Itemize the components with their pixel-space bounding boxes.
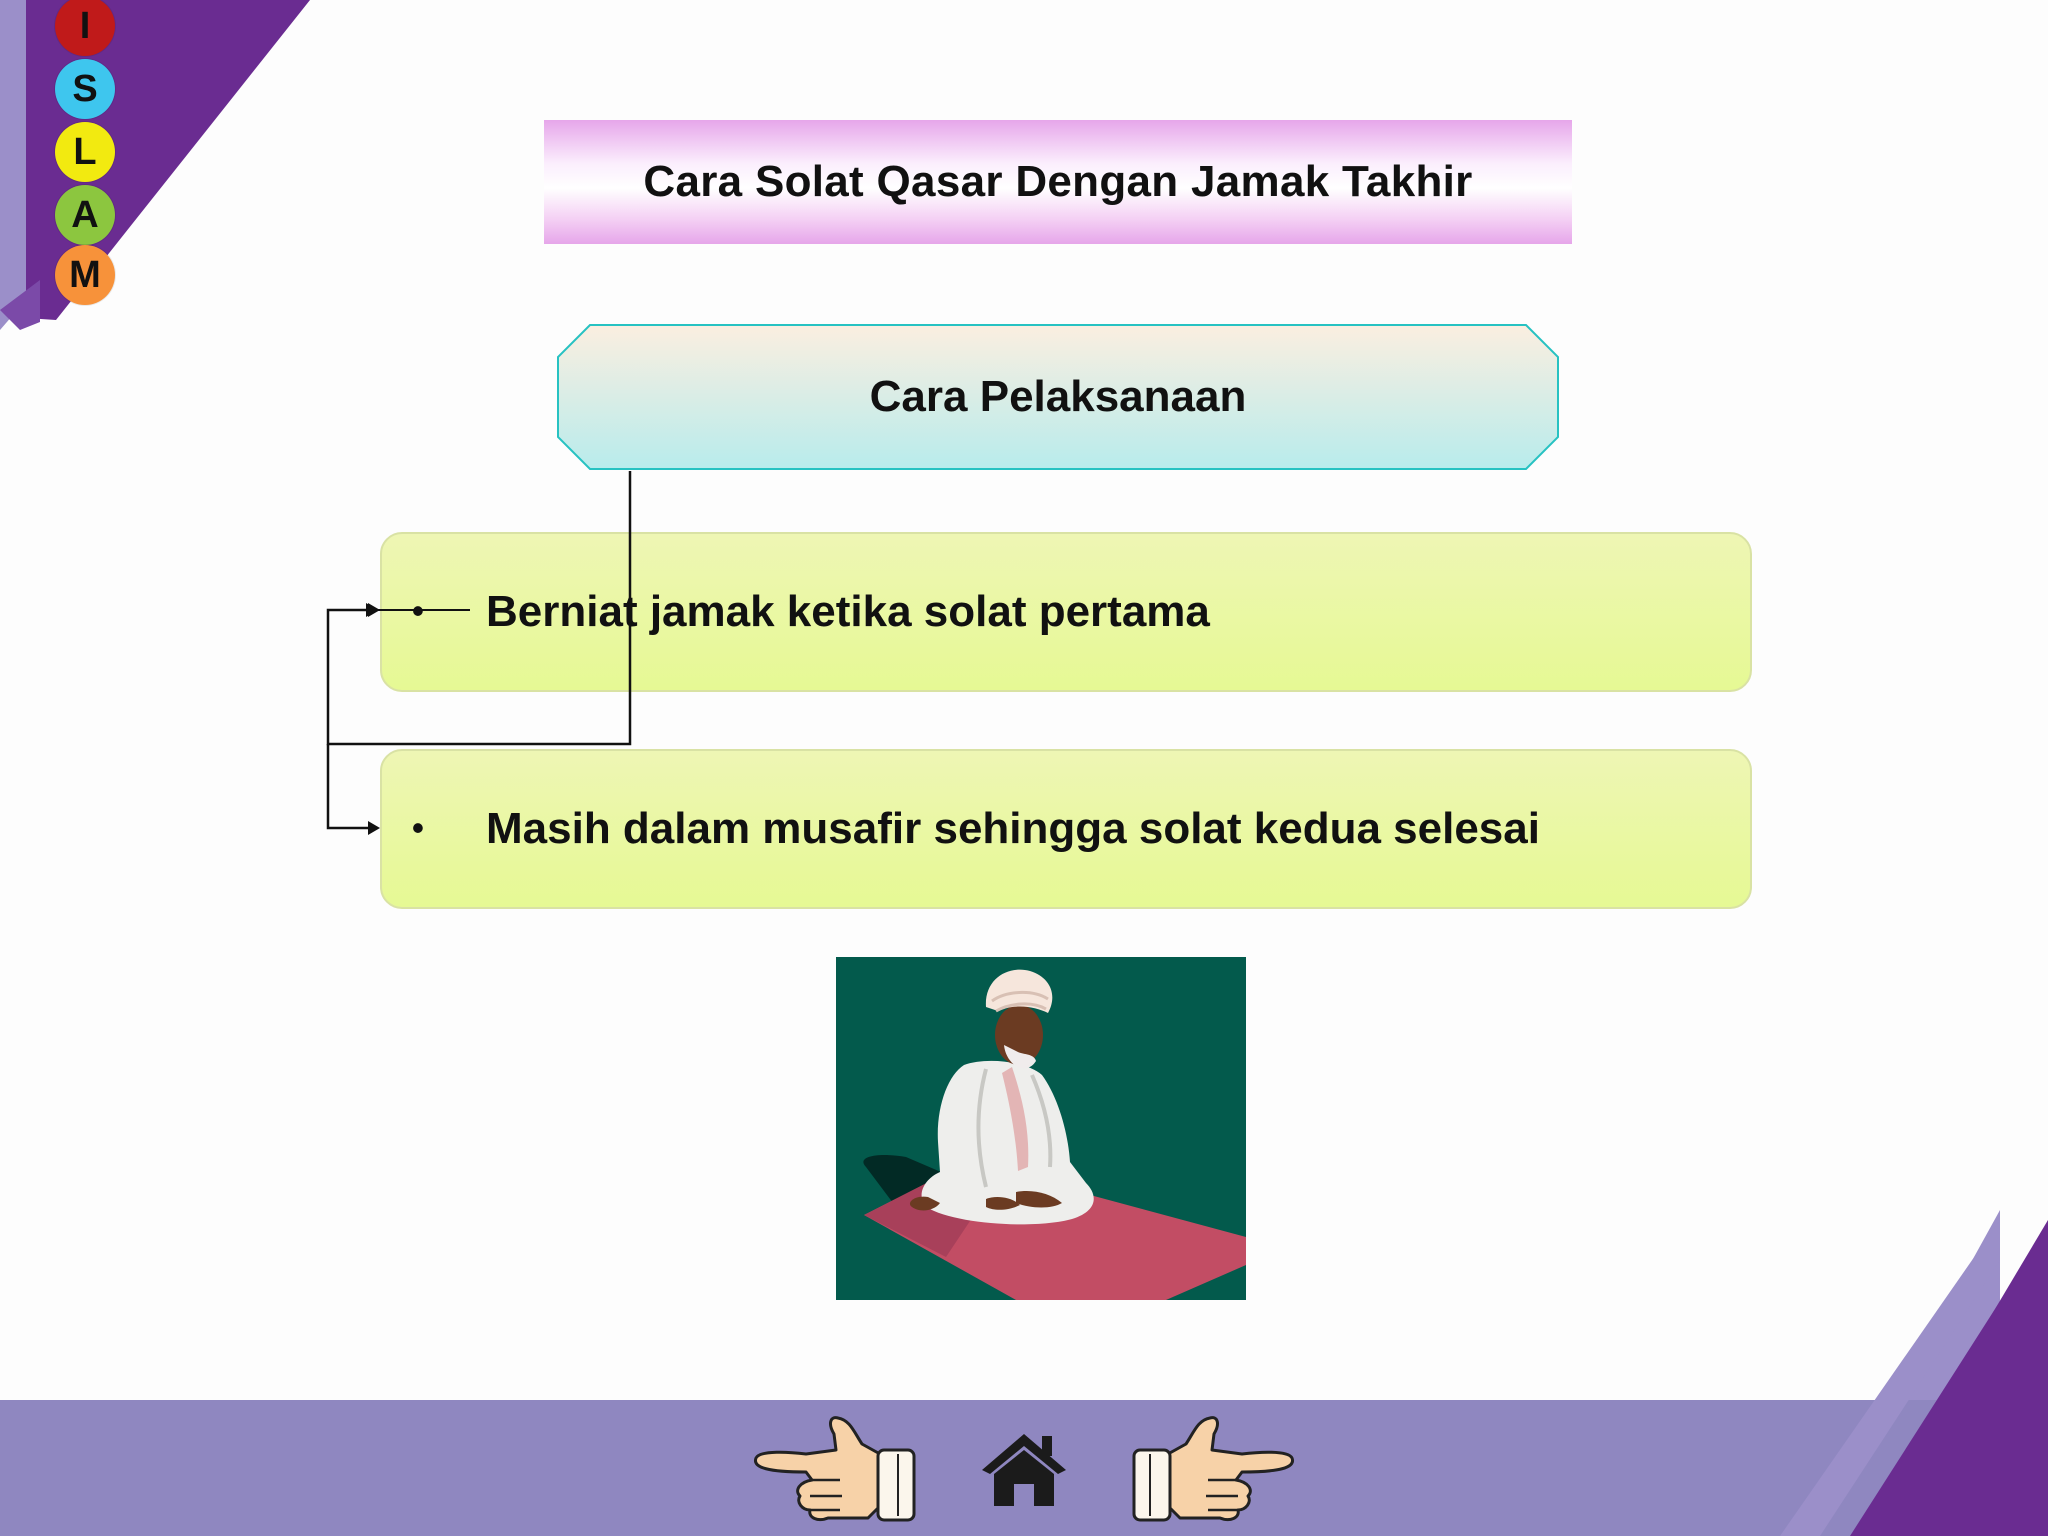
letter-l-badge: L (55, 122, 115, 182)
letter-s-badge: S (55, 59, 115, 119)
top-left-decoration (0, 0, 320, 330)
step-card-1 (380, 532, 1752, 692)
letter-i-badge: I (55, 0, 115, 56)
page-title: Cara Solat Qasar Dengan Jamak Takhir (643, 157, 1473, 206)
praying-man-illustration (836, 957, 1246, 1300)
step-text-1: Berniat jamak ketika solat pertama (486, 587, 1210, 636)
letter-m-badge: M (55, 245, 115, 305)
section-subtitle: Cara Pelaksanaan (869, 372, 1247, 421)
bottom-right-decoration-overlay (1780, 1200, 2048, 1536)
letter-a-badge: A (55, 185, 115, 245)
pointing-right-hand-icon[interactable] (1122, 1410, 1298, 1526)
step-card-2 (380, 749, 1752, 909)
pointing-left-hand-icon[interactable] (750, 1410, 926, 1526)
step-text-2: Masih dalam musafir sehingga solat kedua selesai (486, 804, 1540, 853)
home-icon[interactable] (978, 1430, 1070, 1510)
bullet-point: • (412, 592, 424, 631)
bullet-point: • (412, 809, 424, 848)
title-banner (544, 120, 1572, 244)
